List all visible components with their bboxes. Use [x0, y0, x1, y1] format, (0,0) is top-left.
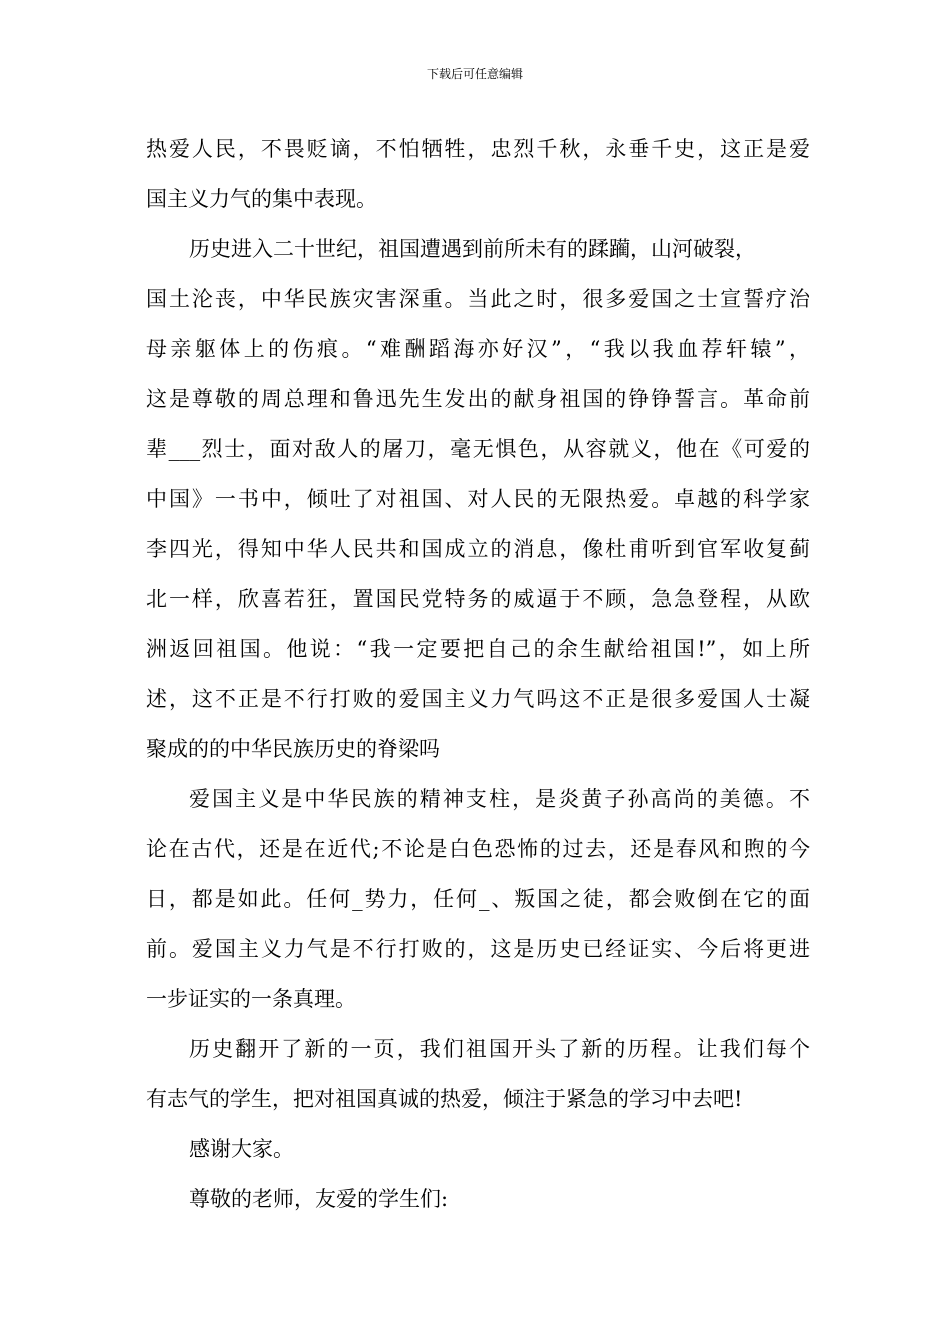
text-line: 尊敬的老师，友爱的学生们:	[189, 1187, 449, 1211]
text-line: 李四光，得知中华人民共和国成立的消息，像杜甫听到官军收复蓟	[146, 537, 810, 561]
text-line: 国土沦丧，中华民族灾害深重。当此之时，很多爱国之士宣誓疗治	[146, 287, 810, 311]
text-line: 辈___烈士，面对敌人的屠刀，毫无惧色，从容就义，他在《可爱的	[146, 437, 810, 461]
text-line: 聚成的的中华民族历史的脊梁吗	[146, 737, 440, 761]
text-line: 中国》一书中，倾吐了对祖国、对人民的无限热爱。卓越的科学家	[146, 487, 810, 511]
page-header: 下载后可任意编辑	[426, 67, 523, 81]
text-line: 热爱人民，不畏贬谪，不怕牺牲，忠烈千秋，永垂千史，这正是爱	[146, 137, 810, 161]
text-line: 历史进入二十世纪，祖国遭遇到前所未有的蹂躏，山河破裂，	[189, 237, 756, 261]
text-line: 感谢大家。	[189, 1137, 294, 1161]
text-line: 北一样，欣喜若狂，置国民党特务的威逼于不顾，急急登程，从欧	[146, 587, 810, 611]
text-line: 历史翻开了新的一页，我们祖国开头了新的历程。让我们每个	[189, 1037, 810, 1061]
text-line: 母亲躯体上的伤痕。“难酬蹈海亦好汉”，“我以我血荐轩辕”，	[146, 337, 810, 361]
body-text	[146, 124, 810, 1224]
text-line: 有志气的学生，把对祖国真诚的热爱，倾注于紧急的学习中去吧!	[146, 1087, 743, 1111]
text-line: 洲返回祖国。他说：“我一定要把自己的余生献给祖国!”，如上所	[146, 637, 810, 661]
text-line: 国主义力气的集中表现。	[146, 187, 377, 211]
text-line: 爱国主义是中华民族的精神支柱，是炎黄子孙高尚的美德。不	[189, 787, 810, 811]
text-line: 日，都是如此。任何_势力，任何_、叛国之徒，都会败倒在它的面	[146, 887, 810, 911]
text-line: 这是尊敬的周总理和鲁迅先生发出的献身祖国的铮铮誓言。革命前	[146, 387, 810, 411]
text-line: 前。爱国主义力气是不行打败的，这是历史已经证实、今后将更进	[146, 937, 810, 961]
text-line: 论在古代，还是在近代;不论是白色恐怖的过去，还是春风和煦的今	[146, 837, 810, 861]
text-line: 述，这不正是不行打败的爱国主义力气吗这不正是很多爱国人士凝	[146, 687, 810, 711]
text-line: 一步证实的一条真理。	[146, 987, 356, 1011]
